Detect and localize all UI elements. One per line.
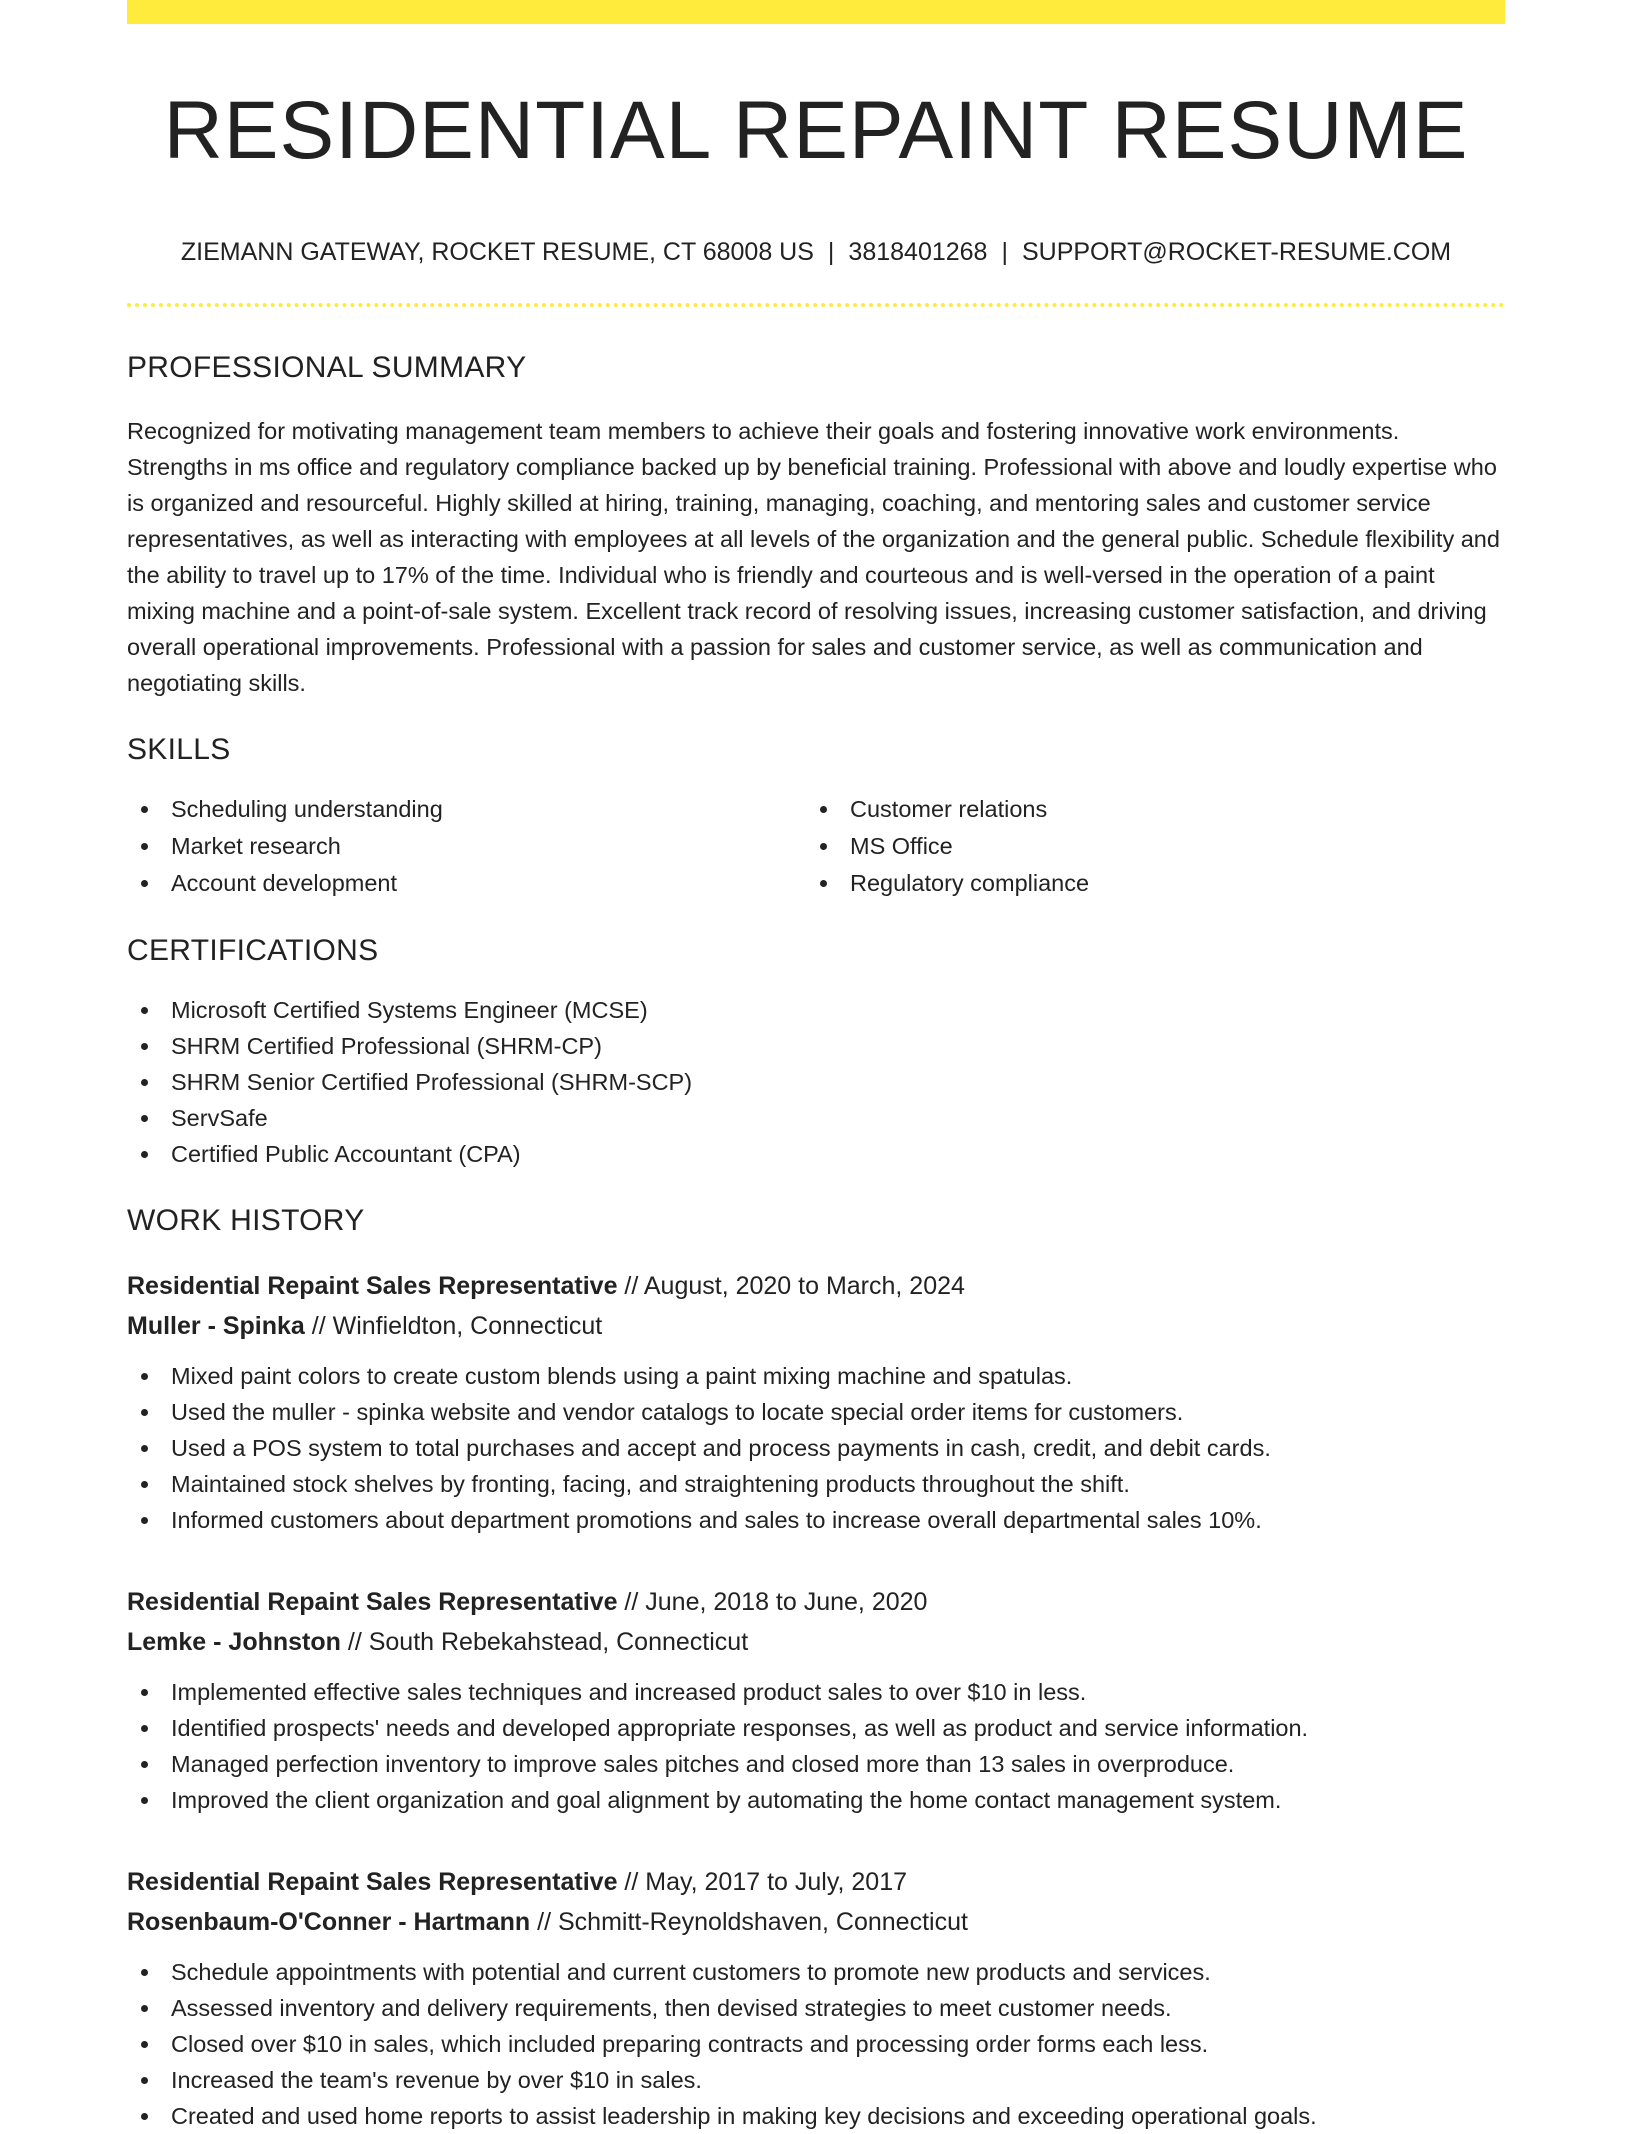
job-dates: August, 2020 to March, 2024 bbox=[643, 1272, 965, 1301]
bullet-icon bbox=[141, 1445, 148, 1452]
skills-list-right bbox=[806, 791, 1485, 902]
bullet-icon bbox=[141, 1151, 148, 1158]
bullet-icon bbox=[141, 1725, 148, 1732]
bullet-icon bbox=[141, 1007, 148, 1014]
job-role: Residential Repaint Sales Representative bbox=[127, 1868, 618, 1897]
contact-line bbox=[127, 238, 1505, 267]
skill-label: Scheduling understanding bbox=[171, 796, 443, 823]
skill-label: Market research bbox=[171, 833, 341, 860]
section-title-work-history: WORK HISTORY bbox=[127, 1204, 365, 1238]
bullet-icon bbox=[820, 843, 827, 850]
list-item bbox=[171, 791, 806, 828]
list-item bbox=[171, 1358, 1505, 1394]
job-separator: // bbox=[617, 1588, 646, 1617]
list-item bbox=[850, 791, 1485, 828]
job-bullet-text: Closed over $10 in sales, which included preparing contracts and processing order forms each less. bbox=[171, 2031, 1209, 2058]
job-bullets bbox=[127, 1954, 1505, 2134]
summary-text: Recognized for motivating management team members to achieve their goals and fostering innovative work environments. Strengths in ms office and regulatory compliance backed up by beneficial training. Professional with above and loudly expertise who is organized and resourceful. Highly skilled at hiring, training, managing, coaching, and mentoring sales and customer service representatives, as well as interacting with employees at all levels of the organization and the general public. Schedule flexibility and the ability to travel up to 17% of the time. Individual who is friendly and courteous and is well-versed in the operation of a paint mixing machine and a point-of-sale system. Excellent track record of resolving issues, increasing customer satisfaction, and driving overall operational improvements. Professional with a passion for sales and customer service, as well as communication and negotiating skills. bbox=[127, 418, 1500, 697]
job-location: Winfieldton, Connecticut bbox=[332, 1312, 603, 1341]
job-role: Residential Repaint Sales Representative bbox=[127, 1272, 618, 1301]
bullet-icon bbox=[141, 1481, 148, 1488]
resume-page bbox=[127, 0, 1505, 2134]
section-title-certifications: CERTIFICATIONS bbox=[127, 934, 379, 968]
skill-label: Account development bbox=[171, 870, 398, 897]
bullet-icon bbox=[141, 2077, 148, 2084]
list-item bbox=[171, 1674, 1505, 1710]
resume-title: RESIDENTIAL REPAINT RESUME bbox=[163, 85, 1469, 176]
job-company: Muller - Spinka bbox=[127, 1312, 305, 1341]
list-item bbox=[850, 828, 1485, 865]
bullet-icon bbox=[141, 1079, 148, 1086]
job-entry bbox=[127, 1582, 1505, 1818]
list-item bbox=[171, 1466, 1505, 1502]
job-bullet-text: Used the muller - spinka website and vendor catalogs to locate special order items for customers. bbox=[171, 1399, 1184, 1426]
list-item bbox=[171, 1990, 1505, 2026]
bullet-icon bbox=[141, 1689, 148, 1696]
job-separator: // bbox=[530, 1908, 558, 1937]
list-item bbox=[171, 1136, 1505, 1172]
bullet-icon bbox=[820, 880, 827, 887]
job-bullet-text: Identified prospects' needs and developed appropriate responses, as well as product and service information. bbox=[171, 1715, 1309, 1742]
list-item bbox=[171, 1028, 1505, 1064]
bullet-icon bbox=[141, 1115, 148, 1122]
job-bullet-text: Increased the team's revenue by over $10 in sales. bbox=[171, 2067, 702, 2094]
job-bullet-text: Implemented effective sales techniques and increased product sales to over $10 in less. bbox=[171, 1679, 1087, 1706]
certifications-list bbox=[127, 992, 1505, 1172]
job-role-line bbox=[127, 1862, 1505, 1902]
list-item bbox=[171, 2098, 1505, 2134]
dotted-divider bbox=[127, 303, 1505, 307]
contact-phone: 3818401268 bbox=[848, 238, 988, 267]
job-entry bbox=[127, 1862, 1505, 2134]
job-bullet-text: Schedule appointments with potential and current customers to promote new products and services. bbox=[171, 1959, 1211, 1986]
bullet-icon bbox=[141, 1043, 148, 1050]
skill-label: Regulatory compliance bbox=[850, 870, 1090, 897]
bullet-icon bbox=[141, 1409, 148, 1416]
job-company-line bbox=[127, 1622, 1505, 1662]
job-company-line bbox=[127, 1902, 1505, 1942]
bullet-icon bbox=[141, 806, 148, 813]
list-item bbox=[171, 1394, 1505, 1430]
bullet-icon bbox=[141, 2041, 148, 2048]
certification-label: SHRM Senior Certified Professional (SHRM-SCP) bbox=[171, 1069, 693, 1096]
contact-email: SUPPORT@ROCKET-RESUME.COM bbox=[1021, 238, 1452, 267]
job-company: Lemke - Johnston bbox=[127, 1628, 341, 1657]
job-separator: // bbox=[340, 1628, 369, 1657]
list-item bbox=[171, 1746, 1505, 1782]
job-role-line bbox=[127, 1582, 1505, 1622]
job-dates: May, 2017 to July, 2017 bbox=[645, 1868, 907, 1897]
contact-separator: | bbox=[827, 238, 835, 267]
job-bullet-text: Informed customers about department promotions and sales to increase overall departmental sales 10%. bbox=[171, 1507, 1262, 1534]
job-bullet-text: Managed perfection inventory to improve sales pitches and closed more than 13 sales in overproduce. bbox=[171, 1751, 1235, 1778]
list-item bbox=[171, 865, 806, 902]
bullet-icon bbox=[141, 2005, 148, 2012]
bullet-icon bbox=[141, 1373, 148, 1380]
list-item bbox=[171, 992, 1505, 1028]
certification-label: Certified Public Accountant (CPA) bbox=[171, 1141, 521, 1168]
job-bullet-text: Improved the client organization and goal alignment by automating the home contact management system. bbox=[171, 1787, 1282, 1814]
job-bullet-text: Maintained stock shelves by fronting, facing, and straightening products throughout the shift. bbox=[171, 1471, 1130, 1498]
skills-grid bbox=[127, 791, 1505, 902]
list-item bbox=[171, 828, 806, 865]
skill-label: Customer relations bbox=[850, 796, 1048, 823]
job-bullets bbox=[127, 1674, 1505, 1818]
skill-label: MS Office bbox=[850, 833, 953, 860]
job-role: Residential Repaint Sales Representative bbox=[127, 1588, 618, 1617]
list-item bbox=[171, 1100, 1505, 1136]
bullet-icon bbox=[141, 880, 148, 887]
job-company-line bbox=[127, 1306, 1505, 1346]
job-bullets bbox=[127, 1358, 1505, 1538]
contact-address: ZIEMANN GATEWAY, ROCKET RESUME, CT 68008 US bbox=[180, 238, 814, 267]
list-item bbox=[171, 1502, 1505, 1538]
bullet-icon bbox=[141, 2113, 148, 2120]
job-bullet-text: Used a POS system to total purchases and accept and process payments in cash, credit, and debit cards. bbox=[171, 1435, 1271, 1462]
bullet-icon bbox=[141, 1761, 148, 1768]
job-dates: June, 2018 to June, 2020 bbox=[645, 1588, 928, 1617]
job-location: Schmitt-Reynoldshaven, Connecticut bbox=[558, 1908, 968, 1937]
job-role-line bbox=[127, 1266, 1505, 1306]
list-item bbox=[171, 1782, 1505, 1818]
bullet-icon bbox=[820, 806, 827, 813]
job-separator: // bbox=[304, 1312, 333, 1341]
job-separator: // bbox=[617, 1272, 644, 1301]
list-item bbox=[171, 1954, 1505, 1990]
bullet-icon bbox=[141, 1517, 148, 1524]
list-item bbox=[171, 1430, 1505, 1466]
accent-top-bar bbox=[127, 0, 1505, 24]
bullet-icon bbox=[141, 843, 148, 850]
skills-list-left bbox=[127, 791, 806, 902]
job-company: Rosenbaum-O'Conner - Hartmann bbox=[127, 1908, 531, 1937]
list-item bbox=[171, 1064, 1505, 1100]
contact-separator: | bbox=[1001, 238, 1008, 267]
certification-label: ServSafe bbox=[171, 1105, 268, 1132]
list-item bbox=[171, 2026, 1505, 2062]
list-item bbox=[850, 865, 1485, 902]
section-title-skills: SKILLS bbox=[127, 733, 231, 767]
section-title-summary: PROFESSIONAL SUMMARY bbox=[127, 351, 527, 385]
job-separator: // bbox=[617, 1868, 646, 1897]
certification-label: SHRM Certified Professional (SHRM-CP) bbox=[171, 1033, 602, 1060]
job-location: South Rebekahstead, Connecticut bbox=[368, 1628, 749, 1657]
bullet-icon bbox=[141, 1797, 148, 1804]
job-bullet-text: Mixed paint colors to create custom blends using a paint mixing machine and spatulas. bbox=[171, 1363, 1073, 1390]
list-item bbox=[171, 1710, 1505, 1746]
bullet-icon bbox=[141, 1969, 148, 1976]
certification-label: Microsoft Certified Systems Engineer (MCSE) bbox=[171, 997, 648, 1024]
job-bullet-text: Assessed inventory and delivery requirements, then devised strategies to meet customer needs. bbox=[171, 1995, 1172, 2022]
job-bullet-text: Created and used home reports to assist leadership in making key decisions and exceeding operational goals. bbox=[171, 2103, 1317, 2130]
list-item bbox=[171, 2062, 1505, 2098]
job-entry bbox=[127, 1266, 1505, 1538]
